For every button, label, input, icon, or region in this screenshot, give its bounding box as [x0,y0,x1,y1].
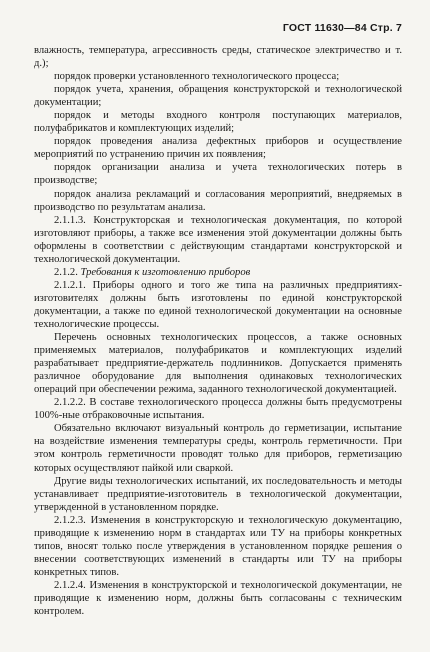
page-header: ГОСТ 11630—84 Стр. 7 [282,22,402,34]
section-heading [34,266,402,279]
paragraph: порядок организации анализа и учета технологических потерь в производстве; [34,162,402,187]
paragraph: 2.1.2.1. Приборы одного и того же типа на различных предприятиях-изготовителях должны быть изготовлены по единой конструкторской документации, а также по единой технологической документации на основные технологические процессы. [34,279,402,330]
paragraph: порядок анализа рекламаций и согласования мероприятий, внедряемых в производство по результатам анализа. [34,188,402,213]
paragraph: порядок проведения анализа дефектных приборов и осуществление мероприятий по устранению причин их появления; [34,136,402,161]
paragraph: порядок проверки установленного технологического процесса; [54,71,340,83]
paragraph: 2.1.1.3. Конструкторская и технологическая документация, по которой изготовляют приборы, а также все изменения этой документации должны быть оформлены в соответствии с действующим стандартами конструкторской и технологической документации. [34,214,402,265]
document-body [34,44,402,618]
section-number: 2.1.2. [54,266,81,278]
paragraph: Другие виды технологических испытаний, их последовательность и методы устанавливает предприятие-изготовитель в технологической документации, утвержденной в установленном порядке. [34,475,402,513]
section-title: Требования к изготовлению приборов [80,266,251,278]
paragraph: порядок и методы входного контроля поступающих материалов, полуфабрикатов и комплектующих изделий; [34,110,402,135]
paragraph: влажность, температура, агрессивность среды, статическое электричество и т. д.); [34,45,402,70]
paragraph: 2.1.2.2. В составе технологического процесса должны быть предусмотрены 100%-ные отбраковочные испытания. [34,397,402,422]
paragraph: Обязательно включают визуальный контроль до герметизации, испытание на воздействие изменения температуры среды, контроль герметичности. При этом контроль герметичности проводят только для приборов, герметизацию которых осуществляют пайкой или сваркой. [34,423,402,474]
paragraph: 2.1.2.3. Изменения в конструкторскую и технологическую документацию, приводящие к изменению норм в стандартах или ТУ на приборы конкретных типов, вносят только после утверждения в установленном порядке решения о внесении соответствующих изменений в стандарты или ТУ на приборы конкретных типов. [34,514,402,578]
paragraph: Перечень основных технологических процессов, а также основных применяемых материалов, полуфабрикатов и комплектующих изделий разрабатывает предприятие-держатель подлинников. Допускается применять различное оборудование для выполнения одинаковых технологических операций при обеспечении режима, заданного технологической документацией. [34,332,402,396]
paragraph: 2.1.2.4. Изменения в конструкторской и технологической документации, не приводящие к изменению норм, должны быть согласованы с техническим контролем. [34,579,402,618]
paragraph: порядок учета, хранения, обращения конструкторской и технологической документации; [34,84,402,109]
